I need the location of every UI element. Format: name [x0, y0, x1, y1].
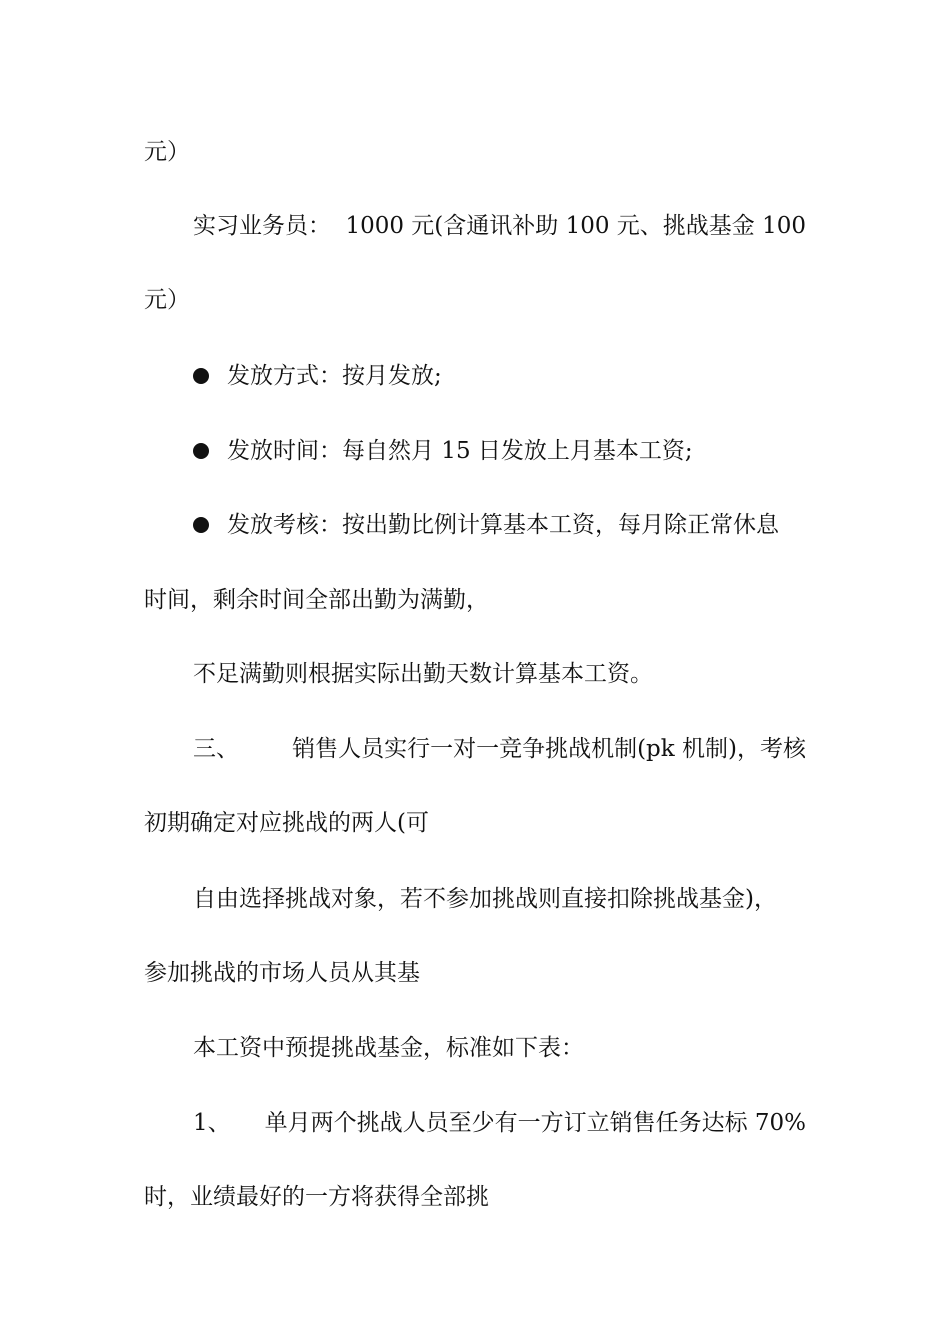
section-number: 三、	[193, 736, 239, 762]
bullet-item	[0, 436, 950, 466]
bullet-icon	[193, 443, 209, 459]
text-line	[0, 137, 950, 167]
bullet-icon	[193, 517, 209, 533]
item-number: 1、	[193, 1110, 231, 1136]
line-text: 本工资中预提挑战基金，标准如下表：	[193, 1035, 584, 1061]
line-text: 元）	[144, 287, 190, 313]
bullet-text: 发放时间：每自然月 15 日发放上月基本工资;	[227, 438, 693, 464]
bullet-icon	[193, 368, 209, 384]
line-text: 1000 元(含通讯补助 100 元、挑战基金 100	[345, 213, 806, 239]
text-line	[0, 734, 950, 764]
line-text: 销售人员实行一对一竞争挑战机制(pk 机制)，考核	[292, 736, 806, 762]
line-text: 时，业绩最好的一方将获得全部挑	[144, 1184, 489, 1210]
text-line	[0, 285, 950, 315]
bullet-item	[0, 510, 950, 540]
justified-row	[193, 1108, 806, 1138]
text-line	[0, 1108, 950, 1138]
text-line	[0, 211, 950, 241]
line-text: 时间，剩余时间全部出勤为满勤，	[144, 587, 489, 613]
line-text: 参加挑战的市场人员从其基	[144, 960, 420, 986]
justified-row	[193, 211, 806, 241]
line-text: 初期确定对应挑战的两人(可	[144, 810, 429, 836]
bullet-text: 发放方式：按月发放;	[227, 363, 442, 389]
bullet-item	[0, 361, 950, 391]
text-line	[0, 659, 950, 689]
label-text: 实习业务员：	[193, 213, 331, 239]
bullet-text: 发放考核：按出勤比例计算基本工资，每月除正常休息	[227, 512, 779, 538]
line-text: 元）	[144, 139, 190, 165]
text-line	[0, 884, 950, 914]
text-line	[0, 1182, 950, 1212]
line-text: 不足满勤则根据实际出勤天数计算基本工资。	[193, 661, 653, 687]
justified-row	[193, 734, 806, 764]
text-line	[0, 1033, 950, 1063]
line-text: 自由选择挑战对象，若不参加挑战则直接扣除挑战基金)，	[193, 886, 777, 912]
line-text: 单月两个挑战人员至少有一方订立销售任务达标 70%	[264, 1110, 806, 1136]
text-line	[0, 808, 950, 838]
text-line	[0, 958, 950, 988]
text-line	[0, 585, 950, 615]
